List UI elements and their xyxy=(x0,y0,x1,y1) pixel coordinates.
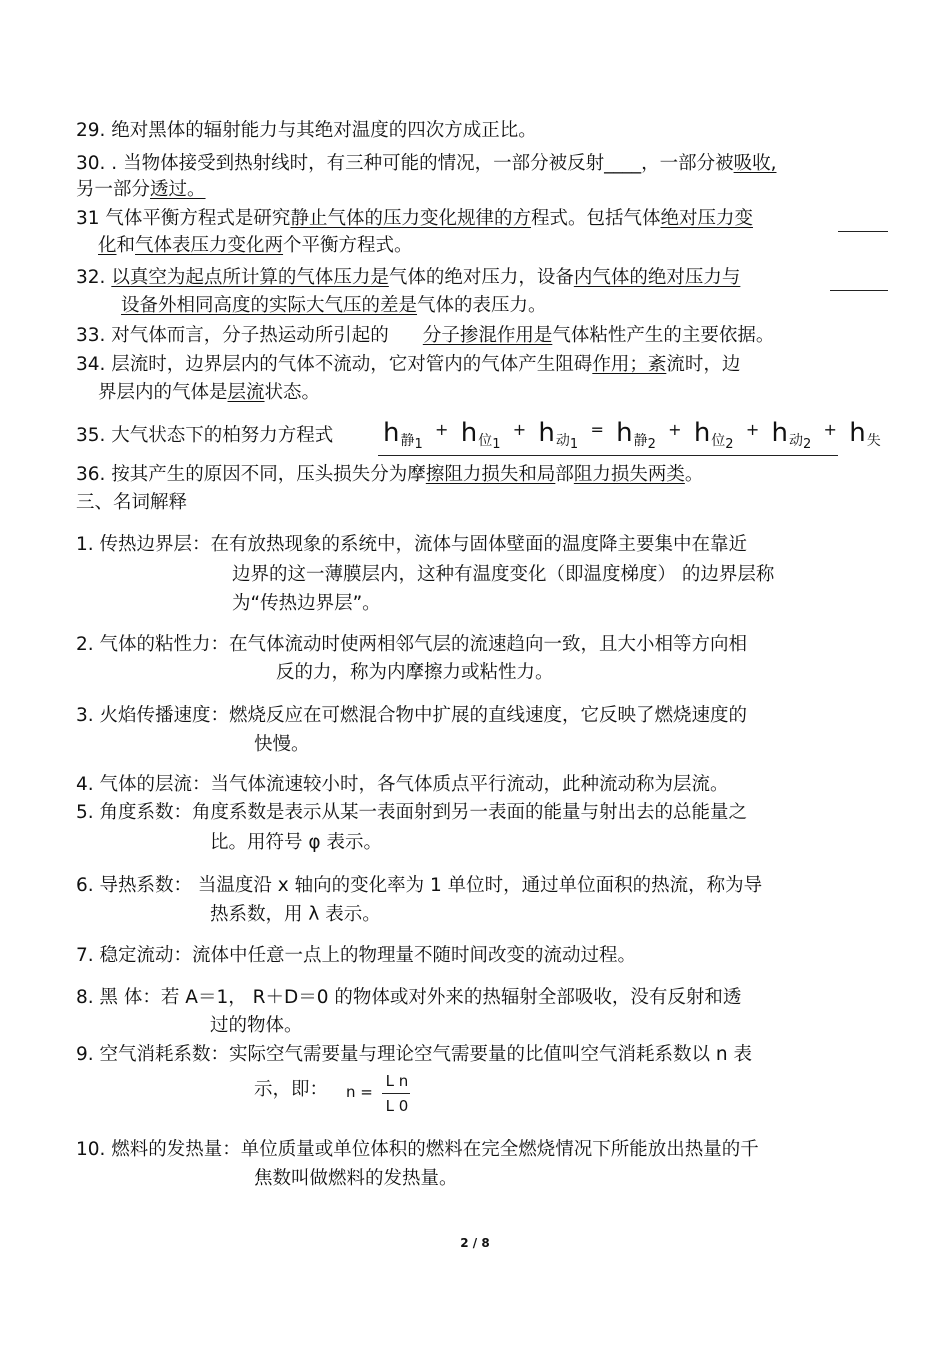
underline-rule-31 xyxy=(838,231,888,232)
item-31-line1: 31 气体平衡方程式是研究静止气体的压力变化规律的方程式。包括气体绝对压力变 xyxy=(76,208,753,229)
def-3-line2: 快慢。 xyxy=(254,734,310,755)
def-6-line1: 6. 导热系数： 当温度沿 x 轴向的变化率为 1 单位时，通过单位面积的热流，称为导 xyxy=(76,875,763,896)
fraction-bar xyxy=(382,1093,410,1094)
def-4: 4. 气体的层流：当气体流速较小时，各气体质点平行流动，此种流动称为层流。 xyxy=(76,774,729,795)
def-8-line2: 过的物体。 xyxy=(210,1015,303,1036)
def-2-line1: 2. 气体的粘性力：在气体流动时使两相邻气层的流速趋向一致，且大小相等方向相 xyxy=(76,634,748,655)
def-5-line2: 比。用符号 φ 表示。 xyxy=(210,832,382,853)
def-1-line3: 为“传热边界层”。 xyxy=(232,593,381,614)
def-1-line2: 边界的这一薄膜层内，这种有温度变化（即温度梯度） 的边界层称 xyxy=(232,564,775,585)
item-29: 29. 绝对黑体的辐射能力与其绝对温度的四次方成正比。 xyxy=(76,120,537,141)
item-31-line2: 化和气体表压力变化两个平衡方程式。 xyxy=(98,235,413,256)
def-9-line2: 示，即： xyxy=(254,1079,329,1100)
page-number: 2 / 8 xyxy=(460,1236,490,1250)
bernoulli-equation: h静$_1$ + h位$_1$ + h动$_1$ = h静$_2$ + h位$_2$ + h动$_2$ + h失 xyxy=(383,418,881,452)
def-9-line1: 9. 空气消耗系数：实际空气需要量与理论空气需要量的比值叫空气消耗系数以 n 表 xyxy=(76,1044,753,1065)
def-5-line1: 5. 角度系数：角度系数是表示从某一表面射到另一表面的能量与射出去的总能量之 xyxy=(76,802,748,823)
fraction-denominator: L 0 xyxy=(385,1097,409,1115)
section-heading: 三、名词解释 xyxy=(76,492,188,513)
item-34-line2: 界层内的气体是层流状态。 xyxy=(98,382,321,403)
def-8-line1: 8. 黑 体：若 A＝1， R＋D＝0 的物体或对外来的热辐射全部吸收，没有反射和透 xyxy=(76,987,742,1008)
fraction-lhs: n = xyxy=(346,1083,373,1101)
fraction-numerator: L n xyxy=(385,1072,409,1090)
def-1-line1: 1. 传热边界层：在有放热现象的系统中，流体与固体壁面的温度降主要集中在靠近 xyxy=(76,534,748,555)
def-10-line2: 焦数叫做燃料的发热量。 xyxy=(254,1168,458,1189)
underline-rule-32 xyxy=(830,290,888,291)
item-33: 33. 对气体而言，分子热运动所引起的 分子掺混作用是气体粘性产生的主要依据。 xyxy=(76,325,775,346)
def-6-line2: 热系数，用 λ 表示。 xyxy=(210,904,381,925)
item-30-line2: 另一部分透过。 xyxy=(76,179,206,200)
def-7: 7. 稳定流动：流体中任意一点上的物理量不随时间改变的流动过程。 xyxy=(76,945,637,966)
def-2-line2: 反的力，称为内摩擦力或粘性力。 xyxy=(276,662,554,683)
item-34-line1: 34. 层流时，边界层内的气体不流动，它对管内的气体产生阻碍作用；紊流时，边 xyxy=(76,354,741,375)
equation-underline xyxy=(378,455,838,456)
item-32-line1: 32. 以真空为起点所计算的气体压力是气体的绝对压力，设备内气体的绝对压力与 xyxy=(76,267,741,288)
item-30-line1: 30. . 当物体接受到热射线时，有三种可能的情况，一部分被反射____，一部分被吸收, xyxy=(76,153,777,174)
def-3-line1: 3. 火焰传播速度：燃烧反应在可燃混合物中扩展的直线速度，它反映了燃烧速度的 xyxy=(76,705,748,726)
item-36: 36. 按其产生的原因不同，压头损失分为摩擦阻力损失和局部阻力损失两类。 xyxy=(76,464,704,485)
def-10-line1: 10. 燃料的发热量：单位质量或单位体积的燃料在完全燃烧情况下所能放出热量的千 xyxy=(76,1139,759,1160)
item-35-label: 35. 大气状态下的柏努力方程式 xyxy=(76,425,334,446)
item-32-line2: 设备外相同高度的实际大气压的差是气体的表压力。 xyxy=(121,295,547,316)
